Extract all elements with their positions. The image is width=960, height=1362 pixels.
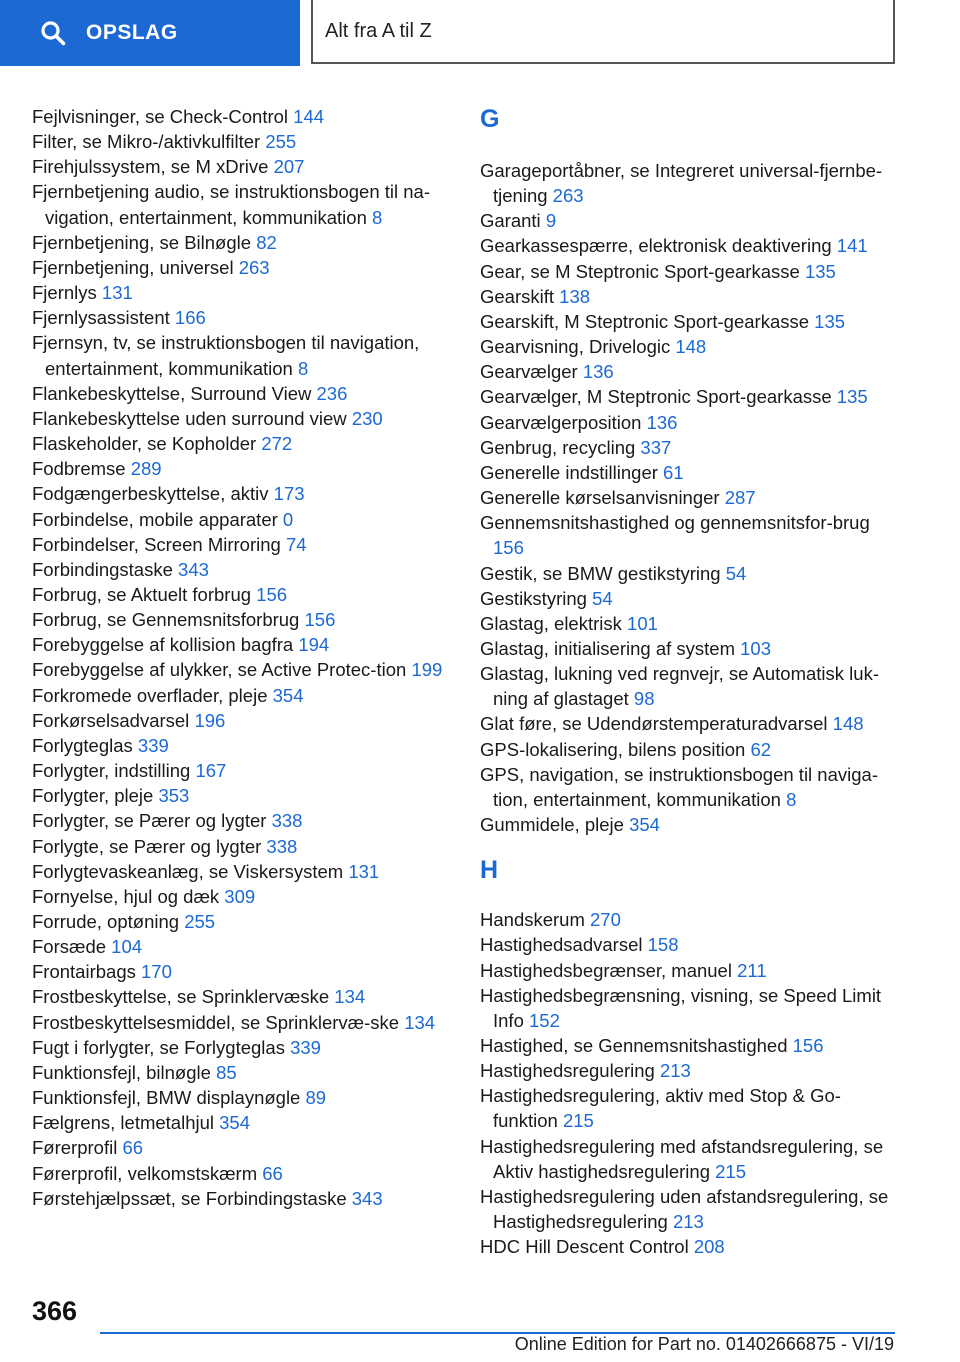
index-entry-text: Gearvælgerposition <box>480 411 647 433</box>
page-link[interactable]: 270 <box>590 909 621 931</box>
index-entry-text: Forlygte, se Pærer og lygter <box>32 835 267 857</box>
page-link[interactable]: 82 <box>256 231 277 253</box>
index-entry-text: Gearkassespærre, elektronisk deaktivering <box>480 235 837 257</box>
page-link[interactable]: 152 <box>529 1009 560 1031</box>
index-entry <box>480 233 900 258</box>
index-entry-text: Forsæde <box>32 936 112 958</box>
index-entry <box>480 460 900 485</box>
index-entry-text: Forlygteglas <box>32 734 138 756</box>
index-entry-text: Flaskeholder, se Kopholder <box>32 433 262 455</box>
index-entry-text: Gearvælger <box>480 361 583 383</box>
page-link[interactable]: 236 <box>316 382 348 404</box>
index-entry <box>480 711 900 736</box>
index-entry-text: Gummidele, pleje <box>480 814 630 836</box>
page-link[interactable]: 156 <box>256 583 288 605</box>
index-entry-text: Generelle indstillinger <box>480 461 664 483</box>
index-entry <box>32 934 452 959</box>
index-entry <box>32 808 452 833</box>
index-entry-text: Gearvælger, M Steptronic Sport-gearkasse <box>480 386 837 408</box>
index-entry <box>480 158 900 208</box>
index-entry-text: Forlygter, se Pærer og lygter <box>32 810 272 832</box>
index-entry <box>480 1184 900 1234</box>
page-link[interactable]: 148 <box>675 336 707 358</box>
index-entry-text: Hastighed, se Gennemsnitshastighed <box>480 1035 793 1056</box>
index-entry <box>32 859 452 884</box>
index-entry <box>480 334 900 359</box>
index-entry <box>32 431 452 456</box>
index-entry <box>480 812 900 837</box>
page-link[interactable]: 208 <box>693 1236 725 1258</box>
index-entry <box>480 284 900 309</box>
page-link[interactable]: 287 <box>724 487 756 509</box>
search-icon <box>40 20 66 46</box>
index-entry <box>480 1083 900 1133</box>
page-link[interactable]: 144 <box>293 106 325 127</box>
index-entry <box>32 632 452 657</box>
index-entry-text: Filter, se Mikro-/aktivkulfilter <box>32 131 266 153</box>
index-entry-text: HDC Hill Descent Control <box>480 1236 694 1258</box>
index-entry-text: Frostbeskyttelse, se Sprinklervæske <box>32 986 335 1008</box>
index-entry-text: Førerprofil, velkomstskærm <box>32 1162 263 1184</box>
index-entry <box>32 607 452 632</box>
page-link[interactable]: 61 <box>663 461 684 483</box>
index-entry <box>32 1035 452 1060</box>
index-entry <box>480 410 900 435</box>
index-entry-text: Fugt i forlygter, se Forlygteglas <box>32 1036 291 1058</box>
index-entry-text: Forkromede overflader, pleje <box>32 684 273 706</box>
index-entry-text: Glastag, initialisering af system <box>480 637 741 659</box>
index-entry-text: Forebyggelse af kollision bagfra <box>32 634 299 656</box>
index-entry-text: Gestikstyring <box>480 587 593 609</box>
index-entry-text: Fjernlys <box>32 282 102 304</box>
index-entry <box>480 907 900 932</box>
index-entry <box>32 758 452 783</box>
index-entry <box>32 1186 452 1211</box>
page-link[interactable]: 255 <box>184 911 216 932</box>
index-entry <box>480 586 900 611</box>
index-entry-text: Førerprofil <box>32 1137 123 1159</box>
index-entry-text: Gearskift <box>480 285 560 307</box>
index-entry <box>32 280 452 305</box>
section-title: Alt fra A til Z <box>325 19 432 42</box>
index-entry-text: Forlygtevaskeanlæg, se Viskersystem <box>32 860 349 882</box>
page-link[interactable]: 135 <box>836 386 868 408</box>
letter-heading-g: G <box>480 105 500 133</box>
index-entry-text: Forlygter, indstilling <box>32 760 196 782</box>
index-entry <box>32 381 452 406</box>
index-entry-text: Hastighedsbegrænsning, visning, se Speed Limit Info <box>480 984 882 1031</box>
index-entry-text: Forbindelse, mobile apparater <box>32 508 283 530</box>
page-link[interactable]: 213 <box>672 1211 704 1233</box>
page-link[interactable]: 166 <box>174 307 206 329</box>
page-link[interactable]: 338 <box>271 810 303 832</box>
index-entry <box>480 259 900 284</box>
index-entry <box>480 611 900 636</box>
index-entry-text: Flankebeskyttelse, Surround View <box>32 382 317 404</box>
index-entry <box>480 485 900 510</box>
index-entry <box>480 1134 900 1184</box>
page-link[interactable]: 8 <box>372 206 383 228</box>
page-link[interactable]: 272 <box>261 433 293 455</box>
index-entry <box>32 959 452 984</box>
page-link[interactable]: 138 <box>559 285 591 307</box>
page-link[interactable]: 54 <box>592 587 613 609</box>
index-entry-text: Hastighedsregulering med afstandsregulering, se Aktiv hastighedsregulering <box>480 1135 884 1182</box>
index-entry-text: Gear, se M Steptronic Sport-gearkasse <box>480 260 805 282</box>
index-entry-text: Forbrug, se Aktuelt forbrug <box>32 583 257 605</box>
page-link[interactable]: 309 <box>224 885 256 907</box>
index-entry-text: Førstehjælpssæt, se Forbindingstaske <box>32 1187 352 1209</box>
page-link[interactable]: 134 <box>404 1011 436 1033</box>
page-link[interactable]: 199 <box>411 659 443 681</box>
page-link[interactable]: 136 <box>582 361 614 383</box>
index-entry-text: Gearskift, M Steptronic Sport-gearkasse <box>480 310 815 332</box>
index-entry-text: Forkørselsadvarsel <box>32 709 195 731</box>
page-link[interactable]: 135 <box>814 310 846 332</box>
index-entry-text: Fælgrens, letmetalhjul <box>32 1112 220 1134</box>
section-title-tab[interactable] <box>311 0 895 64</box>
index-entry <box>480 1058 900 1083</box>
page-link[interactable]: 66 <box>122 1137 144 1159</box>
page-link[interactable]: 89 <box>305 1087 327 1109</box>
page-link[interactable]: 101 <box>627 612 658 634</box>
page-link[interactable]: 85 <box>216 1061 237 1083</box>
page-link[interactable]: 173 <box>273 483 305 505</box>
index-entry <box>480 737 900 762</box>
index-entry-text: Hastighedsregulering uden afstandsregulering, se Hastighedsregulering <box>480 1185 889 1233</box>
page-link[interactable]: 158 <box>647 934 679 956</box>
page-link[interactable]: 8 <box>297 357 309 379</box>
page-link[interactable]: 339 <box>290 1036 321 1058</box>
page-link[interactable]: 156 <box>792 1035 824 1056</box>
index-entry-text: Firehjulssystem, se M xDrive <box>32 156 274 178</box>
page-link[interactable]: 136 <box>646 411 678 433</box>
index-entry-text: Fjernlysassistent <box>32 307 175 329</box>
index-entry <box>480 1234 900 1259</box>
index-entry <box>480 309 900 334</box>
page-link[interactable]: 255 <box>265 131 297 153</box>
index-entry-text: Flankebeskyttelse uden surround view <box>32 407 352 429</box>
page-link[interactable]: 343 <box>178 558 209 580</box>
index-entry <box>32 230 452 255</box>
search-tab-label: OPSLAG <box>86 21 178 44</box>
index-entry <box>32 305 452 330</box>
page-link[interactable]: 211 <box>737 959 767 981</box>
page-link[interactable]: 354 <box>219 1112 251 1134</box>
index-entry-text: Hastighedsadvarsel <box>480 934 648 956</box>
page-link[interactable]: 263 <box>552 185 584 207</box>
page-link[interactable]: 215 <box>715 1160 747 1182</box>
page-link[interactable]: 289 <box>130 458 162 480</box>
index-entry-text: Fjernsyn, tv, se instruktionsbogen til navigation, entertainment, kommunikation <box>32 332 420 379</box>
index-entry <box>32 406 452 431</box>
index-entry <box>480 932 900 957</box>
index-entry-text: Generelle kørselsanvisninger <box>480 487 725 509</box>
index-entry-text: Genbrug, recycling <box>480 436 641 458</box>
page-link[interactable]: 337 <box>640 436 672 458</box>
index-entry <box>480 561 900 586</box>
index-entry-text: Forbindingstaske <box>32 558 179 580</box>
index-entry-text: Gestik, se BMW gestikstyring <box>480 562 726 584</box>
index-entry-text: Fjernbetjening, se Bilnøgle <box>32 231 257 253</box>
index-entry-text: Frontairbags <box>32 961 141 983</box>
index-entry <box>32 733 452 758</box>
page-link[interactable]: 353 <box>158 785 190 807</box>
index-entry-text: Forlygter, pleje <box>32 785 159 807</box>
index-entry <box>32 255 452 280</box>
search-tab[interactable] <box>0 0 300 66</box>
page-link[interactable]: 263 <box>238 256 270 278</box>
index-entry-text: Funktionsfejl, BMW displaynøgle <box>32 1087 306 1109</box>
index-entry <box>480 661 900 711</box>
index-entry <box>32 683 452 708</box>
index-entry <box>480 435 900 460</box>
g-entries <box>480 158 900 837</box>
index-entry-text: Fornyelse, hjul og dæk <box>32 885 225 907</box>
page-link[interactable]: 215 <box>562 1110 594 1132</box>
index-entry <box>32 129 452 154</box>
index-entry-text: Fodgængerbeskyttelse, aktiv <box>32 483 274 505</box>
index-entry <box>32 1110 452 1135</box>
index-entry-text: Frostbeskyttelsesmiddel, se Sprinklervæ-ske <box>32 1011 405 1033</box>
page-link[interactable]: 131 <box>101 282 133 304</box>
index-entry-text: Fjernbetjening audio, se instruktionsbogen til na-vigation, entertainment, kommunikation <box>32 181 430 228</box>
page-link[interactable]: 338 <box>266 835 298 857</box>
page-number: 366 <box>32 1296 78 1326</box>
page-link[interactable]: 9 <box>545 210 557 232</box>
page-link[interactable]: 194 <box>298 634 330 656</box>
index-entry <box>480 384 900 409</box>
page-link[interactable]: 156 <box>493 537 524 559</box>
index-entry-text: Hastighedsbegrænser, manuel <box>480 959 738 981</box>
page-link[interactable]: 148 <box>832 713 864 735</box>
index-entry-text: Funktionsfejl, bilnøgle <box>32 1061 217 1083</box>
page-link[interactable]: 135 <box>804 260 836 282</box>
index-entry <box>32 657 452 682</box>
section-spacer <box>480 837 900 855</box>
index-entry <box>32 557 452 582</box>
page-link[interactable]: 0 <box>282 508 294 530</box>
left-column <box>32 104 452 1211</box>
right-column <box>480 104 900 1259</box>
footer-edition: Online Edition for Part no. 01402666875 - VI/19 <box>514 1334 894 1354</box>
index-entry <box>32 1135 452 1160</box>
page-link[interactable]: 354 <box>629 814 660 836</box>
index-entry <box>480 983 900 1033</box>
page-link[interactable]: 54 <box>725 562 747 584</box>
index-entry <box>32 834 452 859</box>
page-link[interactable]: 213 <box>659 1060 691 1082</box>
index-entry-text: Garageportåbner, se Integreret universal-fjernbe-tjening <box>480 160 883 207</box>
page-link[interactable]: 156 <box>304 609 336 631</box>
page-link[interactable]: 74 <box>285 533 307 555</box>
index-entry-text: Fodbremse <box>32 458 131 480</box>
index-entry <box>32 481 452 506</box>
index-entry <box>32 1085 452 1110</box>
index-entry <box>32 1010 452 1035</box>
index-entry <box>32 984 452 1009</box>
header <box>0 0 960 66</box>
index-entry <box>480 958 900 983</box>
index-entry-text: Glastag, lukning ved regnvejr, se Automatisk luk-ning af glastaget <box>480 663 879 710</box>
index-entry-text: Forebyggelse af ulykker, se Active Protec-tion <box>32 659 412 681</box>
index-entry-text: GPS, navigation, se instruktionsbogen til naviga-tion, entertainment, kommunikation <box>480 763 878 810</box>
index-entry <box>32 582 452 607</box>
page-link[interactable]: 339 <box>137 734 169 756</box>
index-entry-text: Hastighedsregulering, aktiv med Stop & Go-funktion <box>480 1085 841 1132</box>
index-entry <box>32 154 452 179</box>
index-entry-text: Fjernbetjening, universel <box>32 256 239 278</box>
page-link[interactable]: 104 <box>111 936 143 958</box>
index-entry <box>480 636 900 661</box>
page-link[interactable]: 354 <box>272 684 304 706</box>
page-link[interactable]: 131 <box>348 860 380 882</box>
index-entry-text: Glat føre, se Udendørstemperaturadvarsel <box>480 713 833 735</box>
page-link[interactable]: 343 <box>351 1187 383 1209</box>
page-link[interactable]: 196 <box>194 709 226 731</box>
page-link[interactable]: 66 <box>262 1162 283 1184</box>
page-link[interactable]: 230 <box>351 407 383 429</box>
index-entry-text: Forrude, optøning <box>32 911 185 932</box>
index-entry <box>32 909 452 934</box>
index-entry <box>32 884 452 909</box>
page-link[interactable]: 170 <box>141 961 172 983</box>
letter-heading-h: H <box>480 856 499 885</box>
index-entry <box>480 762 900 812</box>
page-link[interactable]: 141 <box>836 235 868 257</box>
index-entry <box>32 104 452 129</box>
page-link[interactable]: 98 <box>633 688 655 710</box>
index-entry <box>32 456 452 481</box>
index-entry <box>32 1060 452 1085</box>
index-entry <box>480 208 900 233</box>
index-entry-text: Forbindelser, Screen Mirroring <box>32 533 286 555</box>
index-entry <box>32 783 452 808</box>
index-entry <box>480 510 900 560</box>
index-entry-text: Fejlvisninger, se Check-Control <box>32 106 294 127</box>
index-entry-text: Garanti <box>480 210 546 232</box>
index-entry-text: Glastag, elektrisk <box>480 612 628 634</box>
page-link[interactable]: 8 <box>786 788 797 810</box>
page-link[interactable]: 62 <box>750 738 772 760</box>
index-entry-text: Gearvisning, Drivelogic <box>480 336 676 358</box>
h-entries <box>480 907 900 1259</box>
index-entry <box>32 532 452 557</box>
index-entry-text: Gennemsnitshastighed og gennemsnitsfor-brug <box>480 512 870 534</box>
index-entry <box>480 1033 900 1058</box>
index-entry <box>480 359 900 384</box>
index-entry-text: Hastighedsregulering <box>480 1060 660 1082</box>
index-entry <box>32 708 452 733</box>
index-entry <box>32 1161 452 1186</box>
index-entry <box>32 507 452 532</box>
index-entry <box>32 330 452 380</box>
index-entry <box>32 179 452 229</box>
page-link[interactable]: 207 <box>273 156 305 178</box>
index-entry-text: Handskerum <box>480 909 591 931</box>
page-link[interactable]: 103 <box>740 637 772 659</box>
index-entry-text: Forbrug, se Gennemsnitsforbrug <box>32 609 305 631</box>
index-entry-text: GPS-lokalisering, bilens position <box>480 738 751 760</box>
page-link[interactable]: 167 <box>195 760 227 782</box>
page-link[interactable]: 134 <box>334 986 366 1008</box>
